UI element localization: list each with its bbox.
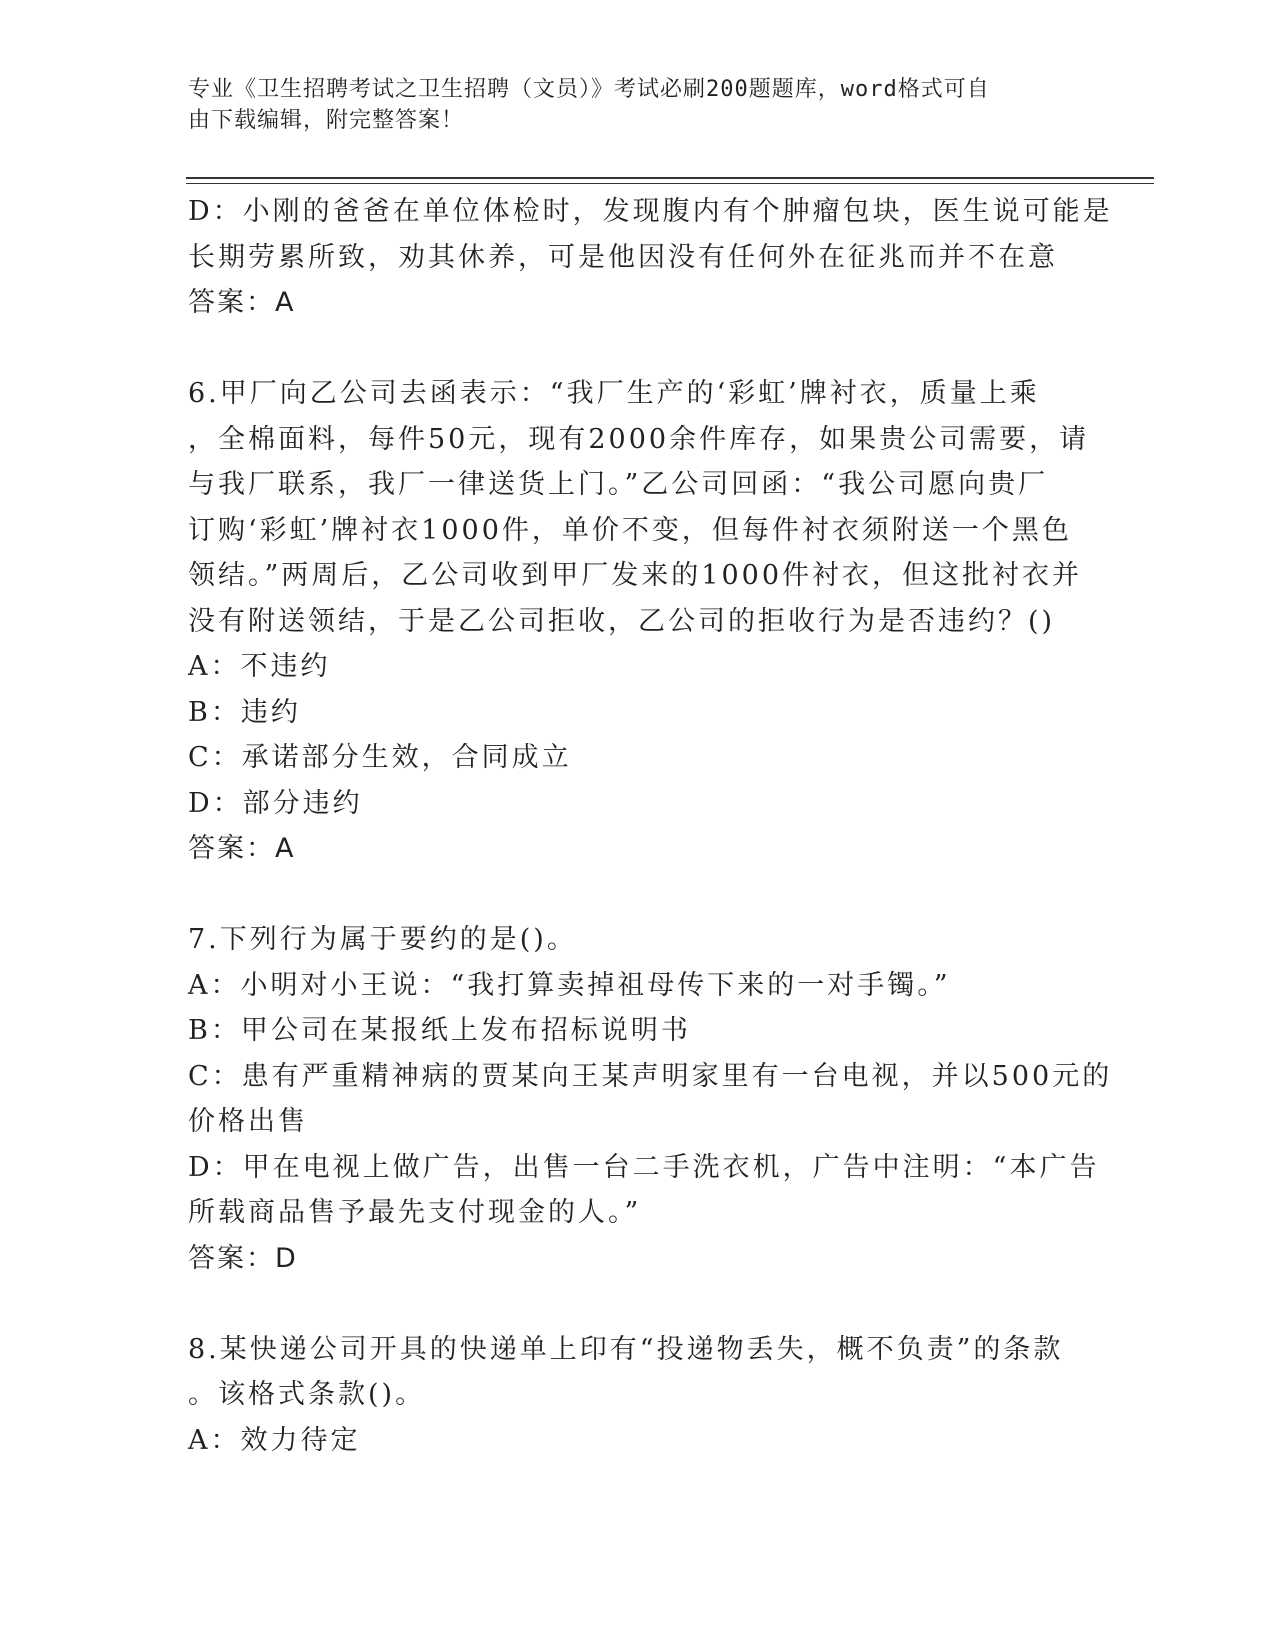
question-stem-line: ，全棉面料，每件50元，现有2000余件库存，如果贵公司需要，请 [188,423,1090,455]
question-8 [188,1327,1078,1464]
question-7 [188,917,1113,1281]
option-d-line-2: 长期劳累所致，劝其休养，可是他因没有任何外在征兆而并不在意 [188,241,1058,273]
option-c-line-1: C：患有严重精神病的贾某向王某声明家里有一台电视，并以500元的 [188,1060,1113,1092]
question-6 [188,371,1090,872]
option-d: D：部分违约 [188,787,363,819]
question-spacer [188,872,1078,918]
question-stem-line: 8.某快递公司开具的快递单上印有“投递物丢失，概不负责”的条款 [188,1333,1064,1365]
previous-question [188,189,1113,326]
answer-line: 答案：A [188,833,296,864]
header-line-1: 专业《卫生招聘考试之卫生招聘（文员）》考试必刷200题题库，word格式可自 [188,77,990,102]
question-content [188,189,1113,1463]
question-stem-line: 没有附送领结，于是乙公司拒收，乙公司的拒收行为是否违约？() [188,605,1056,637]
option-c-line-2: 价格出售 [188,1106,308,1137]
option-a: A：小明对小王说：“我打算卖掉祖母传下来的一对手镯。” [188,969,951,1001]
option-b: B：甲公司在某报纸上发布招标说明书 [188,1015,691,1046]
answer-line: 答案：D [188,1242,298,1274]
question-stem-line: 与我厂联系，我厂一律送货上门。”乙公司回函：“我公司愿向贵厂 [188,469,1049,500]
question-stem-line: 订购‘彩虹’牌衬衣1000件，单价不变，但每件衬衣须附送一个黑色 [188,514,1072,546]
option-a: A：不违约 [188,651,331,682]
question-stem-line: 领结。”两周后，乙公司收到甲厂发来的1000件衬衣，但这批衬衣并 [188,560,1083,591]
option-b: B：违约 [188,696,301,728]
question-stem-line: 7.下列行为属于要约的是()。 [188,924,577,955]
option-c: C：承诺部分生效，合同成立 [188,742,572,773]
header-divider-thick [186,177,1154,179]
answer-line: 答案：A [188,287,296,318]
option-d-line-1: D：小刚的爸爸在单位体检时，发现腹内有个肿瘤包块，医生说可能是 [188,196,1113,227]
question-spacer [188,1281,1078,1327]
question-stem-line: 6.甲厂向乙公司去函表示：“我厂生产的‘彩虹’牌衬衣，质量上乘 [188,378,1040,409]
question-spacer [188,326,1078,372]
option-d-line-2: 所载商品售予最先支付现金的人。” [188,1197,642,1228]
header-line-2: 由下载编辑，附完整答案！ [188,108,465,133]
document-header [188,74,1068,136]
header-divider-thin [186,183,1154,184]
option-d-line-1: D：甲在电视上做广告，出售一台二手洗衣机，广告中注明：“本广告 [188,1151,1100,1183]
question-stem-line: 。该格式条款()。 [188,1379,426,1410]
option-a: A：效力待定 [188,1424,361,1456]
